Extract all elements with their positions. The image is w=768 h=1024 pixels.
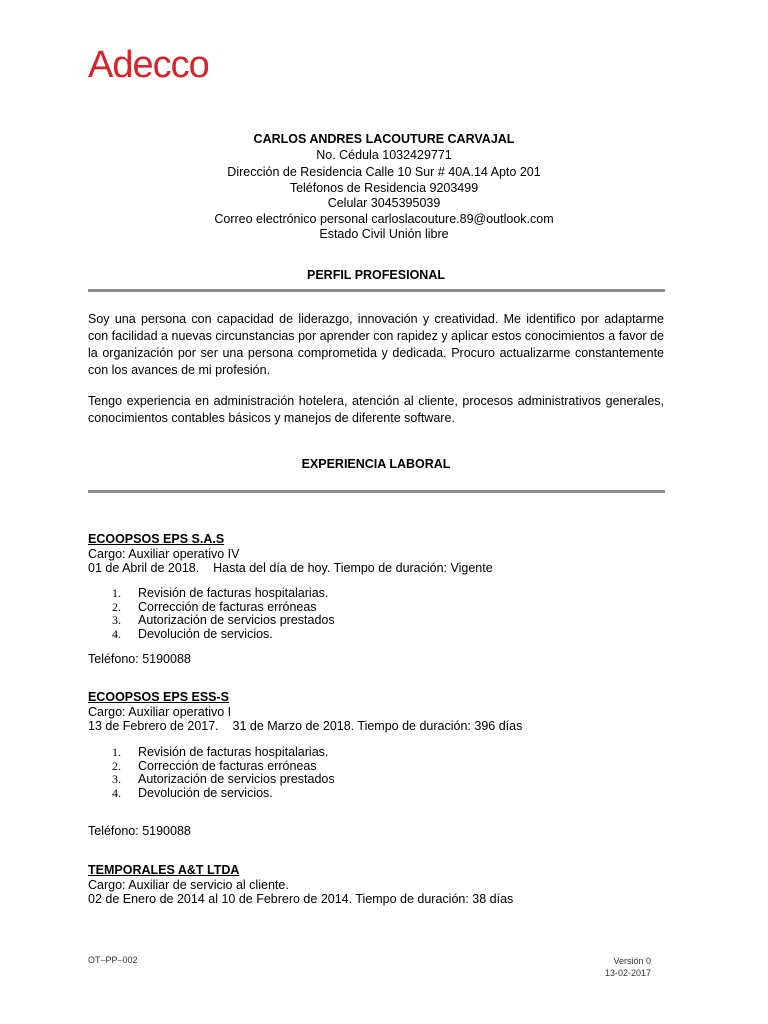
list-number: 3. bbox=[112, 613, 121, 627]
list-text: Corrección de facturas erróneas bbox=[138, 758, 317, 773]
job-dates: 02 de Enero de 2014 al 10 de Febrero de 2014. Tiempo de duración: 38 días bbox=[88, 892, 514, 906]
job-cargo: Cargo: Auxiliar de servicio al cliente. bbox=[88, 878, 289, 892]
civil-status-line: Estado Civil Unión libre bbox=[319, 227, 449, 241]
perfil-paragraph-1: Soy una persona con capacidad de liderazgo, innovación y creatividad. Me identifico por adaptarme con facilidad a nuevas circunstancias por aprender con rapidez y aplicar estos conocimientos a favor de la organización por ser una persona comprometida y dedicada. Procuro actualizarme constantemente con los avances de mi profesión. bbox=[88, 312, 664, 377]
list-text: Devolución de servicios. bbox=[138, 785, 273, 800]
job-company: ECOOPSOS EPS ESS-S bbox=[88, 690, 230, 704]
job-task-list bbox=[108, 587, 335, 641]
list-text: Corrección de facturas erróneas bbox=[138, 599, 317, 614]
experiencia-rule bbox=[88, 490, 665, 493]
home-phone-line: Teléfonos de Residencia 9203499 bbox=[289, 180, 479, 195]
list-number: 4. bbox=[112, 785, 121, 800]
list-number: 1. bbox=[112, 586, 121, 600]
list-number: 1. bbox=[112, 745, 121, 759]
address-line: Dirección de Residencia Calle 10 Sur # 40A.14 Apto 201 bbox=[227, 165, 541, 179]
experiencia-title: EXPERIENCIA LABORAL bbox=[301, 457, 451, 471]
perfil-paragraph-2: Tengo experiencia en administración hotelera, atención al cliente, procesos administrativos generales, conocimientos contables básicos y manejos de diferente software. bbox=[88, 394, 664, 425]
job-dates: 13 de Febrero de 2017. 31 de Marzo de 2018. Tiempo de duración: 396 días bbox=[88, 719, 523, 733]
job-company: ECOOPSOS EPS S.A.S bbox=[88, 532, 225, 546]
contact-header bbox=[0, 132, 768, 243]
job-phone: Teléfono: 5190088 bbox=[88, 652, 191, 666]
job-company: TEMPORALES A&T LTDA bbox=[88, 863, 240, 877]
perfil-rule bbox=[88, 289, 665, 292]
list-text: Autorización de servicios prestados bbox=[138, 772, 335, 786]
list-item bbox=[108, 760, 335, 774]
list-item bbox=[108, 614, 335, 628]
footer-version-block bbox=[605, 955, 651, 979]
list-text: Revisión de facturas hospitalarias. bbox=[138, 586, 329, 600]
footer-date: 13-02-2017 bbox=[604, 968, 651, 978]
list-item bbox=[108, 773, 335, 787]
list-number: 2. bbox=[112, 758, 121, 773]
list-number: 2. bbox=[112, 599, 121, 614]
list-number: 3. bbox=[112, 772, 121, 786]
mobile-line: Celular 3045395039 bbox=[327, 196, 441, 210]
candidate-name: CARLOS ANDRES LACOUTURE CARVAJAL bbox=[253, 132, 515, 146]
list-item bbox=[108, 587, 335, 601]
email-line: Correo electrónico personal carloslacouture.89@outlook.com bbox=[214, 211, 554, 226]
perfil-title: PERFIL PROFESIONAL bbox=[307, 268, 445, 282]
list-item bbox=[108, 746, 335, 760]
cedula-line: No. Cédula 1032429771 bbox=[316, 147, 452, 162]
job-cargo: Cargo: Auxiliar operativo I bbox=[88, 705, 232, 719]
list-item bbox=[108, 628, 335, 642]
list-text: Revisión de facturas hospitalarias. bbox=[138, 745, 329, 759]
list-text: Devolución de servicios. bbox=[138, 626, 273, 641]
job-dates: 01 de Abril de 2018. Hasta del día de hoy. Tiempo de duración: Vigente bbox=[88, 561, 493, 575]
list-text: Autorización de servicios prestados bbox=[138, 613, 335, 627]
list-number: 4. bbox=[112, 626, 121, 641]
job-task-list bbox=[108, 746, 335, 800]
footer-version: Versión 0 bbox=[613, 956, 651, 966]
job-phone: Teléfono: 5190088 bbox=[88, 824, 191, 838]
list-item bbox=[108, 787, 335, 801]
adecco-logo: Adecco bbox=[88, 44, 209, 86]
footer-document-code: OT–PP–002 bbox=[88, 955, 138, 965]
job-cargo: Cargo: Auxiliar operativo IV bbox=[88, 547, 240, 561]
list-item bbox=[108, 601, 335, 615]
